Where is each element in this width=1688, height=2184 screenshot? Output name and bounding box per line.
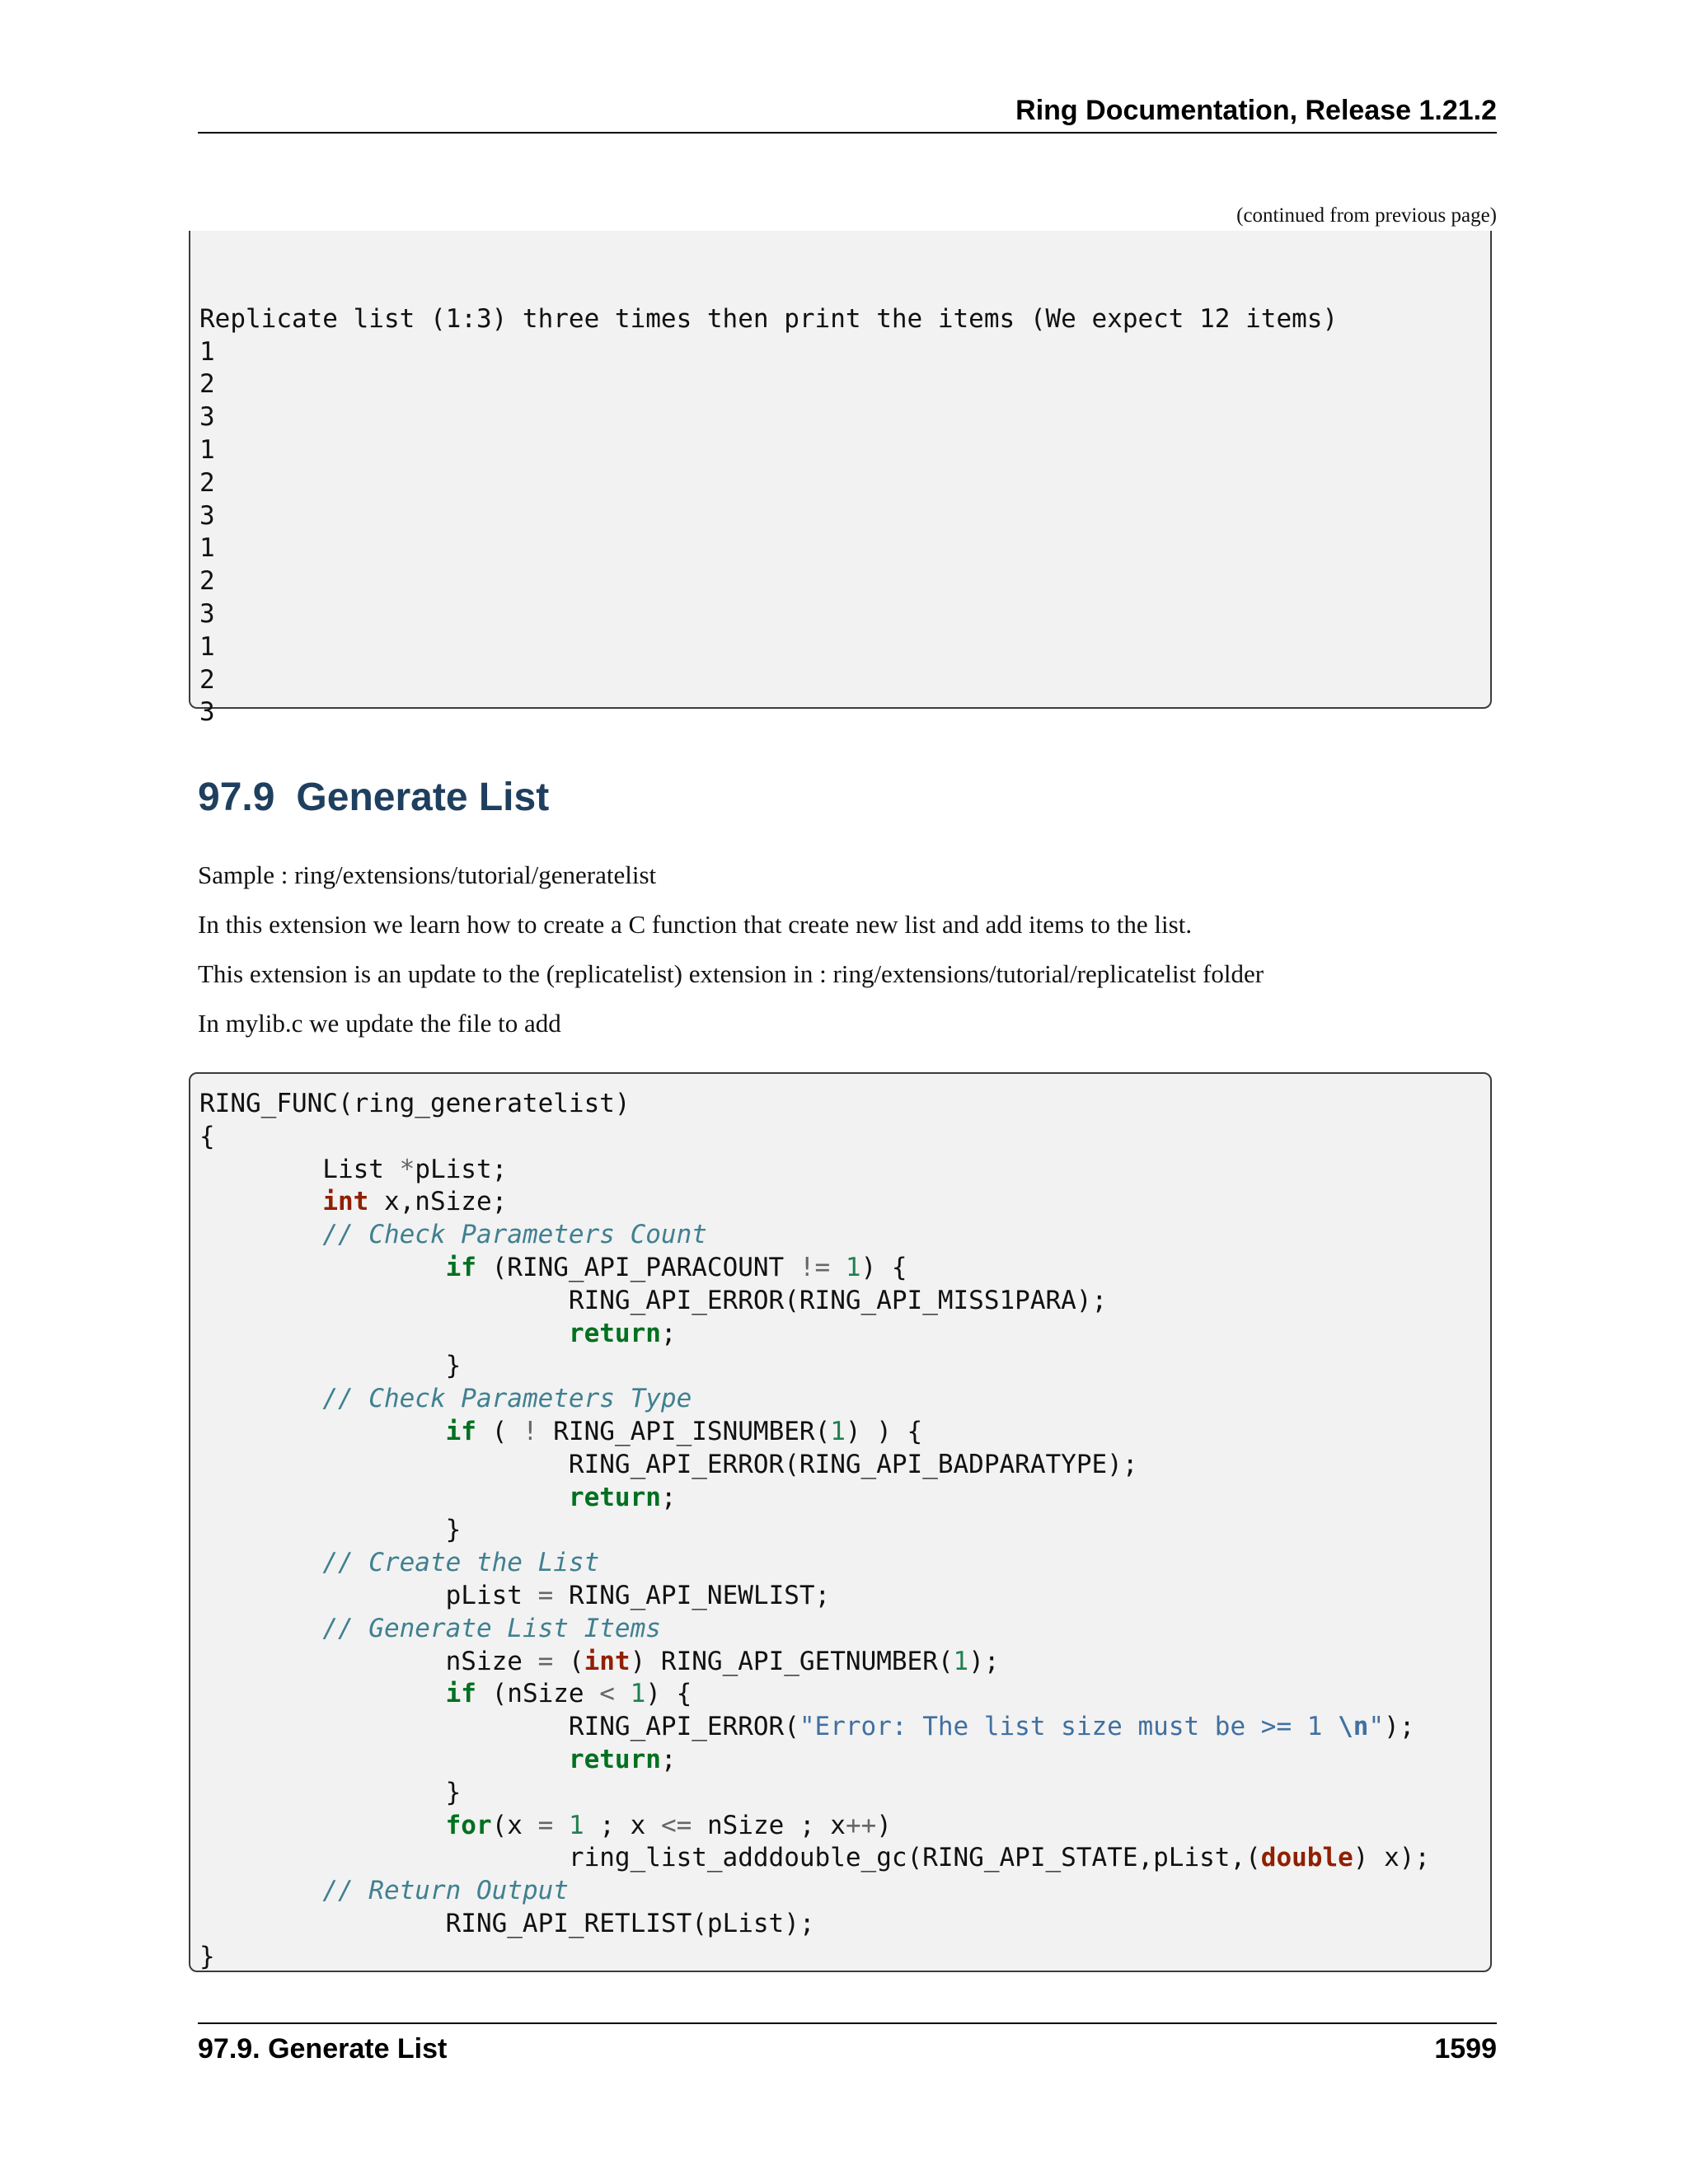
mylib-paragraph: In mylib.c we update the file to add <box>198 1009 561 1038</box>
continued-note: (continued from previous page) <box>1236 204 1497 227</box>
section-heading <box>198 775 549 820</box>
code-line: if (nSize < 1) { <box>445 1679 692 1709</box>
output-line: 2 <box>199 369 215 400</box>
update-paragraph: This extension is an update to the (replicatelist) extension in : ring/extensions/tutorial/replicatelist folder <box>198 959 1264 988</box>
code-line: RING_API_ERROR(RING_API_BADPARATYPE); <box>568 1449 1138 1479</box>
section-number: 97.9 <box>198 776 275 819</box>
output-line: 1 <box>199 434 215 465</box>
output-line: 1 <box>199 336 215 367</box>
code-line: return; <box>568 1744 677 1774</box>
output-line: 2 <box>199 467 215 498</box>
code-text <box>199 1088 1430 1974</box>
sample-path-paragraph: Sample : ring/extensions/tutorial/generatelist <box>198 860 657 889</box>
code-line: RING_API_ERROR("Error: The list size must be >= 1 \n"); <box>199 1712 1415 1742</box>
code-line: if ( ! RING_API_ISNUMBER(1) ) { <box>445 1416 923 1446</box>
footer-page-number: 1599 <box>1434 2033 1497 2064</box>
code-line: return; <box>568 1318 677 1348</box>
code-line: if (RING_API_PARACOUNT != 1) { <box>445 1252 907 1282</box>
output-line: 3 <box>199 697 215 728</box>
code-line: // Create the List <box>322 1548 600 1578</box>
c-code-block <box>189 1072 1492 1972</box>
code-line: // Return Output <box>322 1876 569 1906</box>
code-line: RING_API_RETLIST(pList); <box>445 1908 815 1938</box>
footer-rule <box>198 2022 1497 2024</box>
output-line: 1 <box>199 533 215 564</box>
code-line: List *pList; <box>199 1154 508 1184</box>
code-line: ring_list_adddouble_gc(RING_API_STATE,pList,(double) x); <box>199 1843 1431 1873</box>
output-line: Replicate list (1:3) three times then print the items (We expect 12 items) <box>199 303 1339 334</box>
code-line: RING_API_ERROR(RING_API_MISS1PARA); <box>568 1285 1108 1315</box>
code-line: } <box>445 1777 462 1807</box>
code-line: } <box>199 1941 215 1971</box>
code-line: // Generate List Items <box>322 1613 661 1643</box>
code-line: int x,nSize; <box>322 1187 508 1217</box>
output-line: 1 <box>199 631 215 662</box>
code-line: pList = RING_API_NEWLIST; <box>199 1580 831 1610</box>
output-line: 3 <box>199 598 215 629</box>
code-line: // Check Parameters Count <box>322 1220 707 1250</box>
footer-section-label: 97.9. Generate List <box>198 2033 448 2064</box>
output-line: 2 <box>199 664 215 695</box>
output-line: 3 <box>199 402 215 433</box>
output-text <box>199 270 1338 729</box>
code-line: { <box>199 1121 215 1151</box>
code-line: } <box>445 1515 462 1545</box>
code-line: } <box>445 1351 462 1381</box>
code-line: nSize = (int) RING_API_GETNUMBER(1); <box>199 1646 1000 1676</box>
intro-paragraph: In this extension we learn how to create a C function that create new list and add items to the list. <box>198 910 1193 939</box>
section-title: Generate List <box>296 776 550 819</box>
output-line: 3 <box>199 500 215 531</box>
running-header: Ring Documentation, Release 1.21.2 <box>198 89 1497 134</box>
code-line: return; <box>568 1482 677 1512</box>
code-line: // Check Parameters Type <box>322 1384 692 1414</box>
code-line: RING_FUNC(ring_generatelist) <box>199 1089 631 1118</box>
code-line: for(x = 1 ; x <= nSize ; x++) <box>445 1810 892 1840</box>
output-code-block <box>189 231 1492 728</box>
output-line: 2 <box>199 566 215 597</box>
